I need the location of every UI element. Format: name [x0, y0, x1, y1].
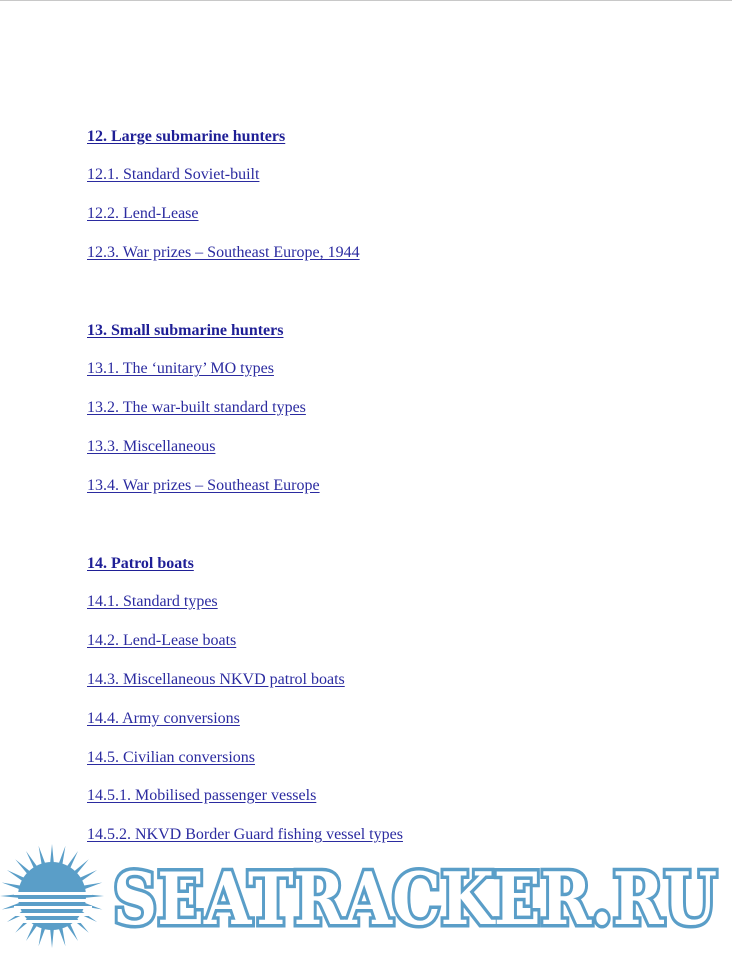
toc-item-14-5-1[interactable]: 14.5.1. Mobilised passenger vessels	[87, 787, 317, 804]
toc-item-12-1[interactable]: 12.1. Standard Soviet-built	[87, 166, 260, 183]
toc-item-14-5[interactable]: 14.5. Civilian conversions	[87, 749, 255, 766]
toc-item-14-4[interactable]: 14.4. Army conversions	[87, 710, 240, 727]
top-rule	[0, 0, 732, 1]
toc-section-14[interactable]: 14. Patrol boats	[87, 555, 194, 572]
toc-section-13[interactable]: 13. Small submarine hunters	[87, 322, 284, 339]
watermark-graphic	[0, 842, 732, 950]
toc-item-14-3[interactable]: 14.3. Miscellaneous NKVD patrol boats	[87, 671, 345, 688]
watermark	[0, 842, 732, 950]
toc-item-12-3[interactable]: 12.3. War prizes – Southeast Europe, 1944	[87, 244, 360, 261]
toc-item-14-5-2[interactable]: 14.5.2. NKVD Border Guard fishing vessel types	[87, 826, 403, 843]
toc-item-14-1[interactable]: 14.1. Standard types	[87, 593, 218, 610]
toc-item-13-1[interactable]: 13.1. The ‘unitary’ MO types	[87, 360, 274, 377]
toc-item-12-2[interactable]: 12.2. Lend-Lease	[87, 205, 199, 222]
toc-item-13-4[interactable]: 13.4. War prizes – Southeast Europe	[87, 477, 320, 494]
watermark-text: SEATRACKER.RU	[113, 856, 717, 941]
toc-section-12[interactable]: 12. Large submarine hunters	[87, 128, 286, 145]
toc-item-13-3[interactable]: 13.3. Miscellaneous	[87, 438, 216, 455]
sun-over-sea-icon	[0, 844, 104, 948]
toc-item-14-2[interactable]: 14.2. Lend-Lease boats	[87, 632, 237, 649]
toc-item-13-2[interactable]: 13.2. The war-built standard types	[87, 399, 306, 416]
